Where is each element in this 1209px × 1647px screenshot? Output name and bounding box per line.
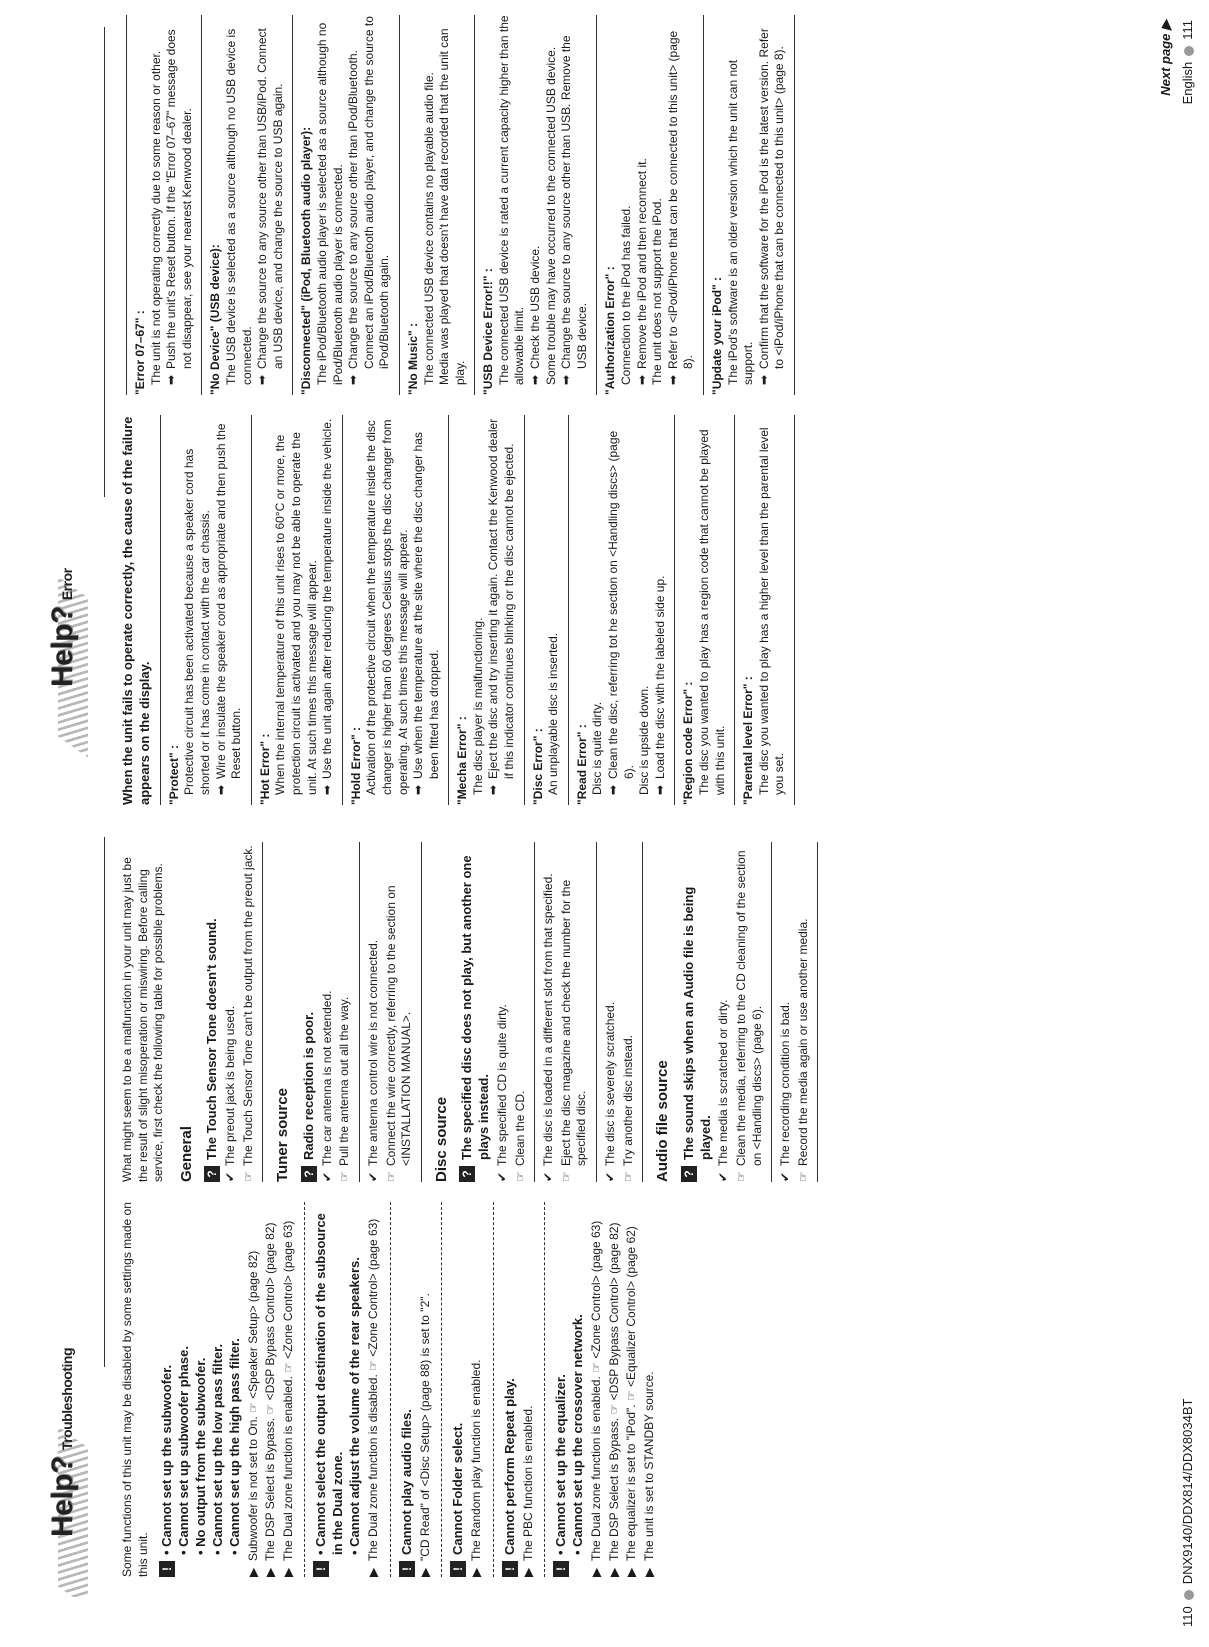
error-title: "USB Device Error!!" : xyxy=(481,268,496,395)
left-footer: 110DNX9140/DDX814/DDX8034BT xyxy=(1180,1398,1195,1627)
dashed-divider xyxy=(544,1202,545,1577)
left-column-2 xyxy=(120,842,824,1182)
error-desc: When the internal temperature of this unit rises to 60°C or more, the protection circuit is activated and you may not be able to operate the unit. At such times this message will appear. xyxy=(273,432,319,795)
error-desc: Protective circuit has been activated because a speaker cord has shorted or it has come in contact with the car chassis. xyxy=(182,448,212,795)
bullet-icon: ▶ xyxy=(606,1567,621,1577)
cause xyxy=(778,842,794,1182)
fix xyxy=(621,842,637,1182)
cause xyxy=(223,842,239,1182)
error-desc: The iPod/Bluetooth audio player is selected as a source although no iPod/Bluetooth audio player is connected. xyxy=(314,22,345,385)
error-desc: The connected USB device contains no playable audio file. xyxy=(421,72,436,385)
error-fix xyxy=(486,415,517,805)
error-fix-text: Remove the iPod and then reconnect it. xyxy=(634,158,649,369)
right-column-1 xyxy=(120,415,801,805)
divider xyxy=(642,842,643,1182)
error-title: "Hot Error" : xyxy=(257,733,272,805)
section-heading: Disc source xyxy=(432,1096,450,1182)
bullet-icon: ✔ xyxy=(602,1171,617,1182)
error-fix-text: Eject the disc and try inserting it again. Contact the Kenwood dealer if this indicator continues blinking or the disc cannot be ejected. xyxy=(486,418,517,779)
error-fix xyxy=(346,15,393,395)
divider xyxy=(126,15,127,395)
bullet-icon: ▶ xyxy=(417,1567,432,1577)
question-icon: ? xyxy=(301,1166,317,1182)
trouble-answer xyxy=(263,1202,279,1577)
bullet-icon: ▶ xyxy=(245,1567,260,1577)
dashed-divider xyxy=(441,1202,442,1577)
cause xyxy=(320,842,336,1182)
cause-text: The antenna control wire is not connected. xyxy=(365,939,380,1166)
dashed-divider xyxy=(304,1202,305,1577)
fix xyxy=(559,842,590,1182)
arrow-icon: ➡ xyxy=(606,784,621,795)
trouble-titles xyxy=(159,1338,243,1555)
section-heading: Audio file source xyxy=(654,1060,672,1182)
fix xyxy=(384,842,415,1182)
bullet-icon: ▶ xyxy=(366,1567,381,1577)
bullet-icon: ☞ xyxy=(512,1171,527,1182)
error-desc: Disc is quite dirty. xyxy=(590,701,605,795)
section-heading: Tuner source xyxy=(274,1088,292,1182)
error-fix xyxy=(559,15,590,395)
divider xyxy=(817,842,818,1182)
error-title: "Region code Error" : xyxy=(681,681,696,805)
trouble-title: • Cannot select the output destination of the subsource in the Dual zone. xyxy=(313,1213,346,1555)
divider xyxy=(524,415,525,805)
trouble-title: Cannot perform Repeat play. xyxy=(501,1378,517,1555)
cause-text: The car antenna is not extended. xyxy=(319,990,334,1166)
bullet-icon: ✔ xyxy=(716,1171,731,1182)
error-desc: The USB device is selected as a source although no USB device is connected. xyxy=(223,28,254,385)
question xyxy=(681,842,715,1182)
question-icon: ? xyxy=(459,1166,475,1182)
divider xyxy=(734,415,735,805)
error-fix xyxy=(214,415,245,805)
col2-intro: What might seem to be a malfunction in your unit may just be the result of slight misoperation or miswiring. Before calling service, first check the following table for possible problems. xyxy=(120,857,166,1182)
arrow-icon: ➡ xyxy=(255,374,270,385)
bullet-icon: ✔ xyxy=(365,1171,380,1182)
cause-text: The recording condition is bad. xyxy=(778,1001,793,1166)
bullet-icon: ☞ xyxy=(383,1171,398,1182)
trouble-answer xyxy=(521,1202,537,1577)
error-fix xyxy=(653,415,669,805)
trouble-title: • Cannot set up the equalizer. xyxy=(553,1374,569,1555)
trouble-titles xyxy=(313,1202,364,1555)
cause xyxy=(366,842,382,1182)
error-fix-text: Change the source to any source other than USB. Remove the USB device. xyxy=(559,35,589,369)
trouble-title: • No output from the subwoofer. xyxy=(192,1357,208,1555)
left-help-title: Help?Troubleshooting xyxy=(46,1348,79,1537)
bullet-icon: ▶ xyxy=(520,1567,535,1577)
fix xyxy=(513,842,529,1182)
divider xyxy=(359,842,360,1182)
trouble-answer xyxy=(366,1202,382,1577)
cause-text: The media is scratched or dirty. xyxy=(716,999,731,1166)
exclamation-icon: ! xyxy=(450,1561,466,1577)
fix xyxy=(337,842,353,1182)
divider xyxy=(399,15,400,395)
fix-text: The Touch Sensor Tone can't be output from the preout jack. xyxy=(240,845,255,1166)
trouble-group xyxy=(159,1202,243,1577)
divider xyxy=(201,15,202,395)
cause xyxy=(603,842,619,1182)
trouble-group xyxy=(502,1202,519,1577)
trouble-answer xyxy=(281,1202,297,1577)
error-title: "Disconnected" (iPod, Bluetooth audio player): xyxy=(299,126,314,395)
right-help-title: Help?Error xyxy=(46,568,79,687)
trouble-title: • Cannot set up the crossover network. xyxy=(570,1314,586,1555)
fix xyxy=(241,842,257,1182)
question-title: The specified disc does not play, but another one plays instead. xyxy=(459,855,492,1160)
divider xyxy=(771,842,772,1182)
bullet-icon: ▶ xyxy=(624,1567,639,1577)
bullet-icon: ✔ xyxy=(223,1171,238,1182)
error-fix xyxy=(757,15,788,395)
question-icon: ? xyxy=(681,1166,697,1182)
error-fix xyxy=(635,15,651,395)
error-fix xyxy=(320,415,336,805)
exclamation-icon: ! xyxy=(159,1561,175,1577)
trouble-title: • Cannot set up the low pass filter. xyxy=(209,1343,225,1555)
arrow-icon: ➡ xyxy=(411,784,426,795)
fix-text: Eject the disc magazine and check the number for the specified disc. xyxy=(558,879,589,1166)
cause-text: The disc is loaded in a different slot from that specified. xyxy=(541,873,556,1166)
exclamation-icon: ! xyxy=(502,1561,518,1577)
arrow-icon: ➡ xyxy=(665,374,680,385)
fix-text: Clean the media, referring to the CD cleaning of the section on <Handling discs> (page 6). xyxy=(734,850,764,1166)
trouble-titles xyxy=(502,1378,519,1555)
error-desc: The disc you wanted to play has a region code that cannot be played with this unit. xyxy=(697,429,727,795)
trouble-title: • Cannot set up subwoofer phase. xyxy=(176,1346,192,1555)
error-desc: Some trouble may have occurred to the connected USB device. xyxy=(543,46,558,385)
arrow-icon: ➡ xyxy=(346,374,361,385)
cause-text: The specified CD is quite dirty. xyxy=(495,1004,509,1166)
arrow-icon: ➡ xyxy=(164,374,179,385)
error-desc: Activation of the protective circuit when the temperature inside the disc changer is higher than 60 degrees Celsius stops the disc changer from operating. At such times this message will appear. xyxy=(364,419,410,795)
error-fix-text: Refer to <iPod/iPhone that can be connected to this unit> (page 8). xyxy=(665,30,696,369)
cause xyxy=(495,842,511,1182)
bullet-icon: ✔ xyxy=(495,1171,509,1182)
trouble-answer-text: The DSP Select is Bypass. ☞ <DSP Bypass Control> (page 82) xyxy=(263,1222,278,1561)
bullet-icon: ☞ xyxy=(795,1171,810,1182)
bullet-icon: ✔ xyxy=(319,1171,334,1182)
trouble-titles xyxy=(553,1314,587,1555)
right-footer: English111 xyxy=(1180,20,1195,105)
error-title: "Hold Error" : xyxy=(348,726,363,805)
error-fix xyxy=(164,15,195,395)
question xyxy=(204,842,221,1182)
fix-text: Record the media again or use another media. xyxy=(795,918,810,1166)
dashed-divider xyxy=(493,1202,494,1577)
bullet-icon: ▶ xyxy=(588,1567,603,1577)
error-title: "No Device" (USB device): xyxy=(208,244,223,395)
error-title: "Authorization Error" : xyxy=(603,266,618,395)
trouble-titles xyxy=(450,1423,467,1555)
error-desc: The unit does not support the iPod. xyxy=(650,198,665,385)
error-fix-text: Wire or insulate the speaker cord as appropriate and then push the Reset button. xyxy=(213,423,244,779)
error-fix-text: Load the disc with the labeled side up. xyxy=(652,575,667,779)
question xyxy=(459,842,493,1182)
error-title: "Read Error" : xyxy=(574,724,589,805)
divider xyxy=(342,415,343,805)
left-intro: Some functions of this unit may be disabled by some settings made on this unit. xyxy=(120,1202,150,1577)
trouble-group xyxy=(553,1202,587,1577)
trouble-title: • Cannot set up the high pass filter. xyxy=(226,1338,242,1555)
trouble-answer xyxy=(624,1202,640,1577)
divider xyxy=(794,15,795,395)
trouble-answer-text: The equalizer is set to "iPod". ☞ <Equalizer Control> (page 62) xyxy=(624,1226,639,1561)
error-desc: Media was played that doesn't have data recorded that the unit can play. xyxy=(437,28,467,385)
arrow-icon: ➡ xyxy=(559,374,574,385)
trouble-answer-text: The Dual zone function is enabled. ☞ <Zone Control> (page 63) xyxy=(588,1220,603,1561)
error-fix-text: Change the source to any source other than iPod/Bluetooth. Connect an iPod/Bluetooth audio player, and change the source to iPod/Bluetooth again. xyxy=(346,16,392,369)
arrow-icon: ➡ xyxy=(528,374,543,385)
trouble-answer-text: The unit is set to STANDBY source. xyxy=(641,1371,656,1561)
error-heading: When the unit fails to operate correctly, the cause of the failure appears on the display. xyxy=(120,416,152,805)
divider xyxy=(794,415,795,805)
error-title: "Protect" : xyxy=(166,744,181,805)
arrow-icon: ➡ xyxy=(213,784,228,795)
error-fix-text: Confirm that the software for the iPod is the latest version. Refer to <iPod/iPhone that can be connected to this unit> (page 8). xyxy=(756,28,787,369)
error-desc: The connected USB device is rated a current capacity higher than the allowable limit. xyxy=(496,15,527,385)
error-title: "Disc Error" : xyxy=(530,728,545,805)
divider xyxy=(674,415,675,805)
exclamation-icon: ! xyxy=(553,1561,569,1577)
error-desc: An unplayable disc is inserted. xyxy=(546,632,561,795)
fix-text: Try another disc instead. xyxy=(620,1035,635,1166)
fix xyxy=(734,842,765,1182)
error-desc: The iPod's software is an older version which the unit can not support. xyxy=(725,59,756,385)
question-title: Radio reception is poor. xyxy=(300,1011,316,1160)
trouble-title: • Cannot adjust the volume of the rear speakers. xyxy=(347,1257,363,1555)
left-column-1 xyxy=(120,1202,659,1577)
bullet-icon: ▶ xyxy=(280,1567,295,1577)
bullet-icon: ☞ xyxy=(558,1171,573,1182)
error-title: "Mecha Error" : xyxy=(455,716,470,805)
arrow-icon: ➡ xyxy=(652,784,667,795)
divider xyxy=(534,842,535,1182)
bullet-icon: ☞ xyxy=(620,1171,635,1182)
cause-text: The disc is severely scratched. xyxy=(602,1001,617,1166)
trouble-answer xyxy=(469,1202,485,1577)
error-desc: The disc you wanted to play has a higher level than the parental level you set. xyxy=(756,427,787,795)
divider xyxy=(421,842,422,1182)
trouble-title: Cannot play audio files. xyxy=(398,1409,414,1555)
trouble-answer-text: The Random play function is enabled. xyxy=(469,1359,484,1561)
fix-text: Pull the antenna out all the way. xyxy=(337,996,352,1166)
bullet-icon: ✔ xyxy=(541,1171,556,1182)
trouble-answer xyxy=(589,1202,605,1577)
error-fix-text: Clean the disc, referring tot he section on <Handling discs> (page 6). xyxy=(606,430,636,779)
error-title: "Update your iPod" : xyxy=(710,276,724,395)
error-fix-text: Push the unit's Reset button. If the "Error 07–67" message does not disappear, see your nearest Kenwood dealer. xyxy=(164,29,194,369)
left-help-banner xyxy=(40,1177,110,1597)
trouble-group xyxy=(313,1202,364,1577)
bullet-icon: ☞ xyxy=(337,1171,352,1182)
error-desc: The unit is not operating correctly due to some reason or other. xyxy=(148,50,163,385)
exclamation-icon: ! xyxy=(313,1561,329,1577)
trouble-answer-text: The DSP Select is Bypass. ☞ <DSP Bypass Control> (page 82) xyxy=(606,1222,621,1561)
trouble-answer-text: The PBC function is enabled. xyxy=(520,1405,535,1561)
divider xyxy=(262,842,263,1182)
trouble-answer xyxy=(418,1202,434,1577)
bullet-icon: ▶ xyxy=(469,1567,484,1577)
question-icon: ? xyxy=(204,1166,220,1182)
trouble-titles xyxy=(399,1409,416,1555)
section-heading: General xyxy=(177,1126,195,1182)
cause xyxy=(716,842,732,1182)
error-fix-text: Change the source to any source other than USB/iPod. Connect an USB device, and change the source to USB again. xyxy=(255,28,285,369)
bullet-icon: ☞ xyxy=(734,1171,749,1182)
divider xyxy=(596,842,597,1182)
bullet-icon: ✔ xyxy=(778,1171,793,1182)
exclamation-icon: ! xyxy=(399,1561,415,1577)
divider xyxy=(292,15,293,395)
trouble-group xyxy=(399,1202,416,1577)
arrow-icon: ➡ xyxy=(756,374,771,385)
trouble-title: Cannot Folder select. xyxy=(450,1422,466,1555)
divider xyxy=(474,15,475,395)
error-fix-text: Use when the temperature at the site where the disc changer has been fitted has dropped. xyxy=(411,432,441,779)
question-title: The sound skips when an Audio file is being played. xyxy=(680,886,713,1160)
error-fix-text: Use the unit again after reducing the temperature inside the vehicle. xyxy=(320,418,335,779)
trouble-answer-text: The Dual zone function is enabled. ☞ <Zone Control> (page 63) xyxy=(280,1220,295,1561)
trouble-answer xyxy=(607,1202,623,1577)
error-fix-text: Check the USB device. xyxy=(528,245,543,369)
trouble-group xyxy=(450,1202,467,1577)
error-title: "No Music" : xyxy=(405,322,420,395)
arrow-icon: ➡ xyxy=(320,784,335,795)
trouble-answer xyxy=(246,1202,262,1577)
arrow-icon: ➡ xyxy=(634,374,649,385)
fix xyxy=(796,842,812,1182)
fix-text: Clean the CD. xyxy=(512,1090,527,1166)
error-desc: Disc is upside down. xyxy=(637,685,652,795)
bullet-icon: ☞ xyxy=(240,1171,255,1182)
right-column-2 xyxy=(120,15,801,395)
bullet-icon: ▶ xyxy=(263,1567,278,1577)
trouble-title: • Cannot set up the subwoofer. xyxy=(159,1364,175,1555)
error-desc: Connection to the iPod has failed. xyxy=(619,205,634,385)
trouble-answer-text: The Dual zone function is disabled. ☞ <Zone Control> (page 63) xyxy=(366,1218,381,1561)
error-title: "Parental level Error" : xyxy=(741,676,756,805)
divider xyxy=(251,415,252,805)
question xyxy=(301,842,318,1182)
divider xyxy=(596,15,597,395)
fix-text: Connect the wire correctly, referring to the section on <INSTALLATION MANUAL>. xyxy=(383,885,414,1166)
trouble-answer-text: Subwoofer is not set to On. ☞ <Speaker Setup> (page 82) xyxy=(245,1250,260,1561)
trouble-answer-text: "CD Read" of <Disc Setup> (page 88) is set to "2". xyxy=(417,1293,432,1561)
divider xyxy=(448,415,449,805)
cause xyxy=(541,842,557,1182)
error-fix xyxy=(606,415,637,805)
trouble-answer xyxy=(642,1202,658,1577)
bullet-icon: ▶ xyxy=(641,1567,656,1577)
right-help-banner xyxy=(40,407,110,807)
next-page-label: Next page ▶ xyxy=(1158,20,1173,96)
cause-text: The preout jack is being used. xyxy=(223,1005,238,1166)
dashed-divider xyxy=(390,1202,391,1577)
error-fix xyxy=(666,15,697,395)
question-title: The Touch Sensor Tone doesn't sound. xyxy=(204,918,220,1160)
divider xyxy=(703,15,704,395)
error-title: "Error 07–67" : xyxy=(133,310,147,395)
divider xyxy=(160,415,161,805)
error-fix xyxy=(255,15,286,395)
right-top-rule xyxy=(104,27,105,497)
error-fix xyxy=(411,415,442,805)
arrow-icon: ➡ xyxy=(486,784,501,795)
error-desc: The disc player is malfunctioning. xyxy=(470,617,485,795)
left-top-rule xyxy=(104,837,105,1367)
divider xyxy=(568,415,569,805)
error-fix xyxy=(528,15,544,395)
